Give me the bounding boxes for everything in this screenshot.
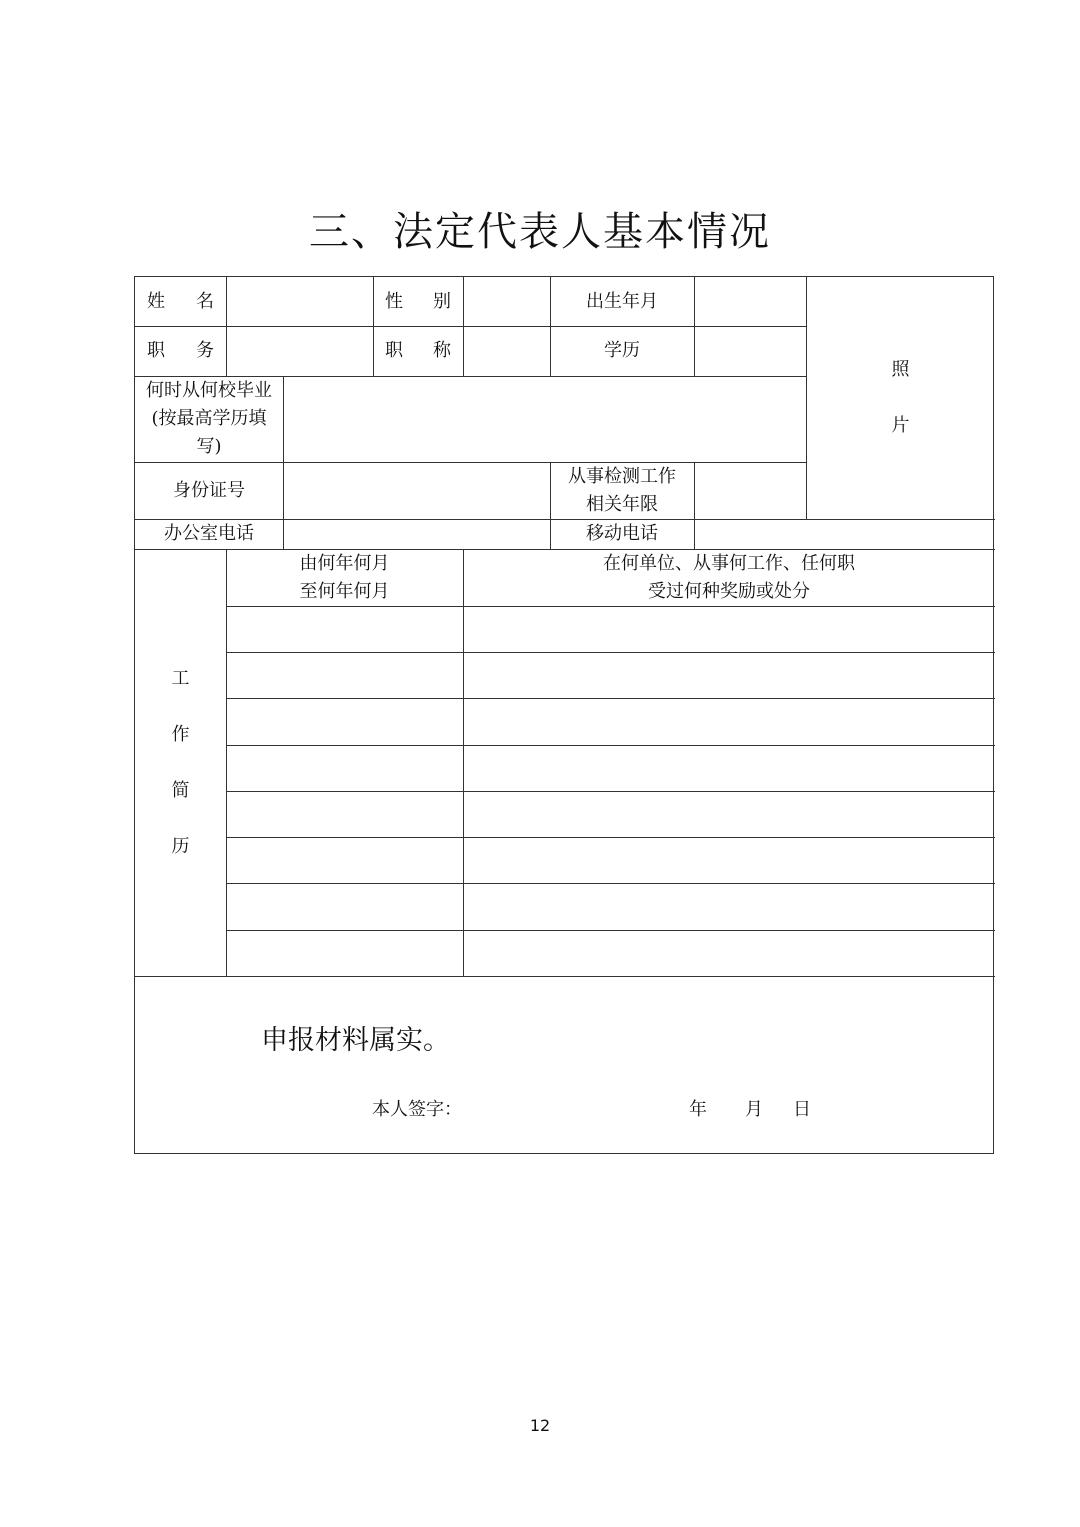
header-line: 受过何种奖励或处分 [648, 580, 810, 602]
birth-label: 出生年月 [586, 290, 658, 312]
office-phone-field[interactable] [283, 519, 550, 549]
id-number-field[interactable] [283, 462, 550, 519]
label-line: 从事检测工作 [568, 465, 676, 487]
resume-period-cell[interactable] [226, 652, 463, 698]
label-char: 职 [385, 340, 403, 361]
label-char: 作 [171, 723, 190, 745]
label-line: 写) [196, 436, 222, 457]
gender-label [373, 277, 463, 326]
rank-label [373, 326, 463, 376]
date-day-label: 日 [793, 1099, 811, 1120]
resume-detail-cell[interactable] [463, 745, 995, 791]
work-years-field[interactable] [694, 462, 806, 519]
name-label [135, 277, 226, 326]
resume-detail-cell[interactable] [463, 652, 995, 698]
label-char: 称 [433, 340, 451, 361]
page-title: 三、法定代表人基本情况 [309, 209, 771, 255]
label-char: 简 [171, 779, 190, 801]
detail-header [463, 549, 995, 606]
label-char: 工 [171, 667, 190, 689]
rank-field[interactable] [463, 326, 550, 376]
label-line: 相关年限 [586, 493, 658, 515]
resume-period-cell[interactable] [226, 745, 463, 791]
photo-label-char: 照 [891, 359, 910, 380]
photo-label-char: 片 [891, 415, 910, 436]
resume-detail-cell[interactable] [463, 930, 995, 976]
resume-period-cell[interactable] [226, 698, 463, 745]
resume-label [135, 549, 226, 976]
page-number: 12 [529, 1416, 551, 1435]
resume-period-cell[interactable] [226, 883, 463, 930]
graduation-label [135, 376, 283, 462]
resume-detail-cell[interactable] [463, 837, 995, 883]
header-line: 由何年何月 [299, 552, 390, 574]
resume-period-cell[interactable] [226, 837, 463, 883]
row-divider [135, 976, 995, 977]
education-field[interactable] [694, 326, 806, 376]
mobile-phone-label: 移动电话 [586, 523, 658, 544]
declaration-text: 申报材料属实。 [261, 1025, 450, 1056]
resume-detail-cell[interactable] [463, 606, 995, 652]
graduation-field[interactable] [283, 376, 806, 462]
label-char: 务 [196, 340, 214, 361]
period-header [226, 549, 463, 606]
name-field[interactable] [226, 277, 373, 326]
resume-detail-cell[interactable] [463, 698, 995, 745]
header-line: 至何年何月 [299, 580, 390, 602]
signature-label: 本人签字： [372, 1099, 462, 1120]
photo-area[interactable] [806, 277, 995, 519]
resume-period-cell[interactable] [226, 606, 463, 652]
label-line: (按最高学历填 [151, 408, 267, 429]
date-month-label: 月 [745, 1099, 763, 1120]
label-char: 历 [171, 835, 190, 857]
label-char: 职 [147, 340, 165, 361]
work-years-label [550, 462, 694, 519]
label-char: 性 [385, 290, 403, 312]
label-line: 何时从何校毕业 [146, 380, 272, 401]
resume-period-cell[interactable] [226, 791, 463, 837]
duty-label [135, 326, 226, 376]
date-year-label: 年 [689, 1099, 707, 1120]
office-phone-label: 办公室电话 [164, 523, 254, 544]
id-number-label: 身份证号 [173, 479, 245, 501]
header-line: 在何单位、从事何工作、任何职 [603, 552, 855, 574]
education-label: 学历 [604, 340, 640, 361]
resume-detail-cell[interactable] [463, 791, 995, 837]
label-char: 名 [196, 290, 214, 312]
mobile-phone-field[interactable] [694, 519, 995, 549]
resume-detail-cell[interactable] [463, 883, 995, 930]
gender-field[interactable] [463, 277, 550, 326]
resume-period-cell[interactable] [226, 930, 463, 976]
label-char: 别 [433, 290, 451, 312]
duty-field[interactable] [226, 326, 373, 376]
birth-field[interactable] [694, 277, 806, 326]
label-char: 姓 [147, 290, 165, 312]
